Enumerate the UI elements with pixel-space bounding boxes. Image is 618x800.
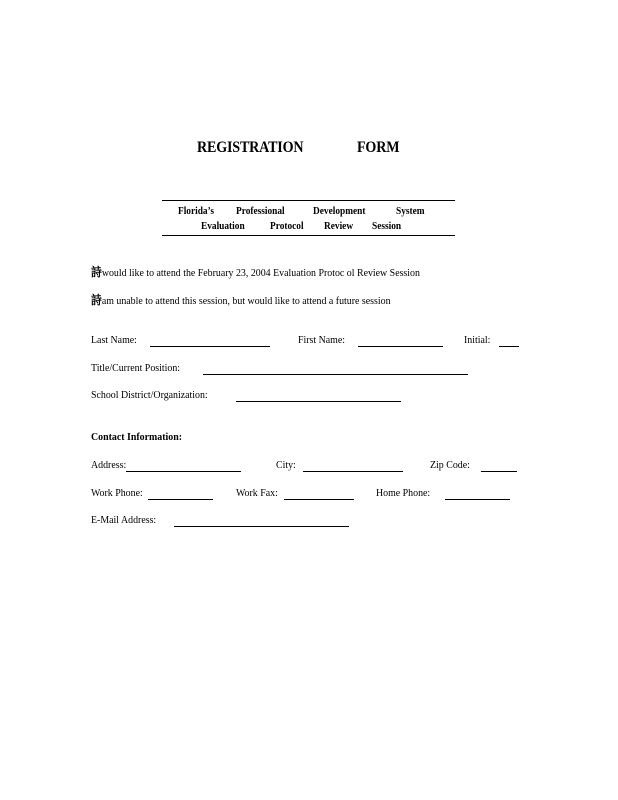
option-unable-label: am unable to attend this session, but would like to attend a future session	[101, 295, 391, 307]
work-phone-label: Work Phone:	[91, 487, 143, 499]
work-fax-label: Work Fax:	[236, 487, 278, 499]
header-word-floridas: Florida’s	[178, 205, 215, 217]
first-name-field[interactable]	[358, 346, 443, 347]
initial-label: Initial:	[464, 334, 491, 346]
header-word-protocol: Protocol	[270, 220, 304, 232]
work-phone-field[interactable]	[148, 499, 213, 500]
contact-info-heading: Contact Information:	[91, 431, 183, 443]
work-fax-field[interactable]	[284, 499, 354, 500]
zip-code-label: Zip Code:	[430, 459, 470, 471]
checkbox-glyph-unable[interactable]: 詩	[91, 293, 102, 307]
email-label: E-Mail Address:	[91, 514, 157, 526]
school-district-label: School District/Organization:	[91, 389, 208, 401]
school-district-field[interactable]	[236, 401, 401, 402]
header-word-professional: Professional	[236, 205, 285, 217]
last-name-label: Last Name:	[91, 334, 137, 346]
zip-code-field[interactable]	[481, 471, 517, 472]
option-attend-label: would like to attend the February 23, 2004 Evaluation Protoc ol Review Session	[101, 267, 420, 279]
title-position-field[interactable]	[203, 374, 468, 375]
header-bottom-rule	[162, 235, 455, 236]
header-word-system: System	[396, 205, 425, 217]
initial-field[interactable]	[499, 346, 519, 347]
home-phone-field[interactable]	[445, 499, 510, 500]
header-top-rule	[162, 200, 455, 201]
home-phone-label: Home Phone:	[376, 487, 431, 499]
header-word-review: Review	[324, 220, 354, 232]
form-title-registration: REGISTRATION	[197, 139, 304, 156]
title-position-label: Title/Current Position:	[91, 362, 181, 374]
first-name-label: First Name:	[298, 334, 346, 346]
address-field[interactable]	[126, 471, 241, 472]
address-label: Address:	[91, 459, 127, 471]
form-title-form: FORM	[357, 139, 400, 156]
option-unable[interactable]	[91, 291, 391, 308]
last-name-field[interactable]	[150, 346, 270, 347]
city-label: City:	[276, 459, 296, 471]
city-field[interactable]	[303, 471, 403, 472]
checkbox-glyph-attend[interactable]: 詩	[91, 265, 102, 279]
option-attend[interactable]	[91, 263, 420, 280]
email-field[interactable]	[174, 526, 349, 527]
header-word-development: Development	[313, 205, 366, 217]
header-word-evaluation: Evaluation	[201, 220, 245, 232]
header-word-session: Session	[372, 220, 402, 232]
